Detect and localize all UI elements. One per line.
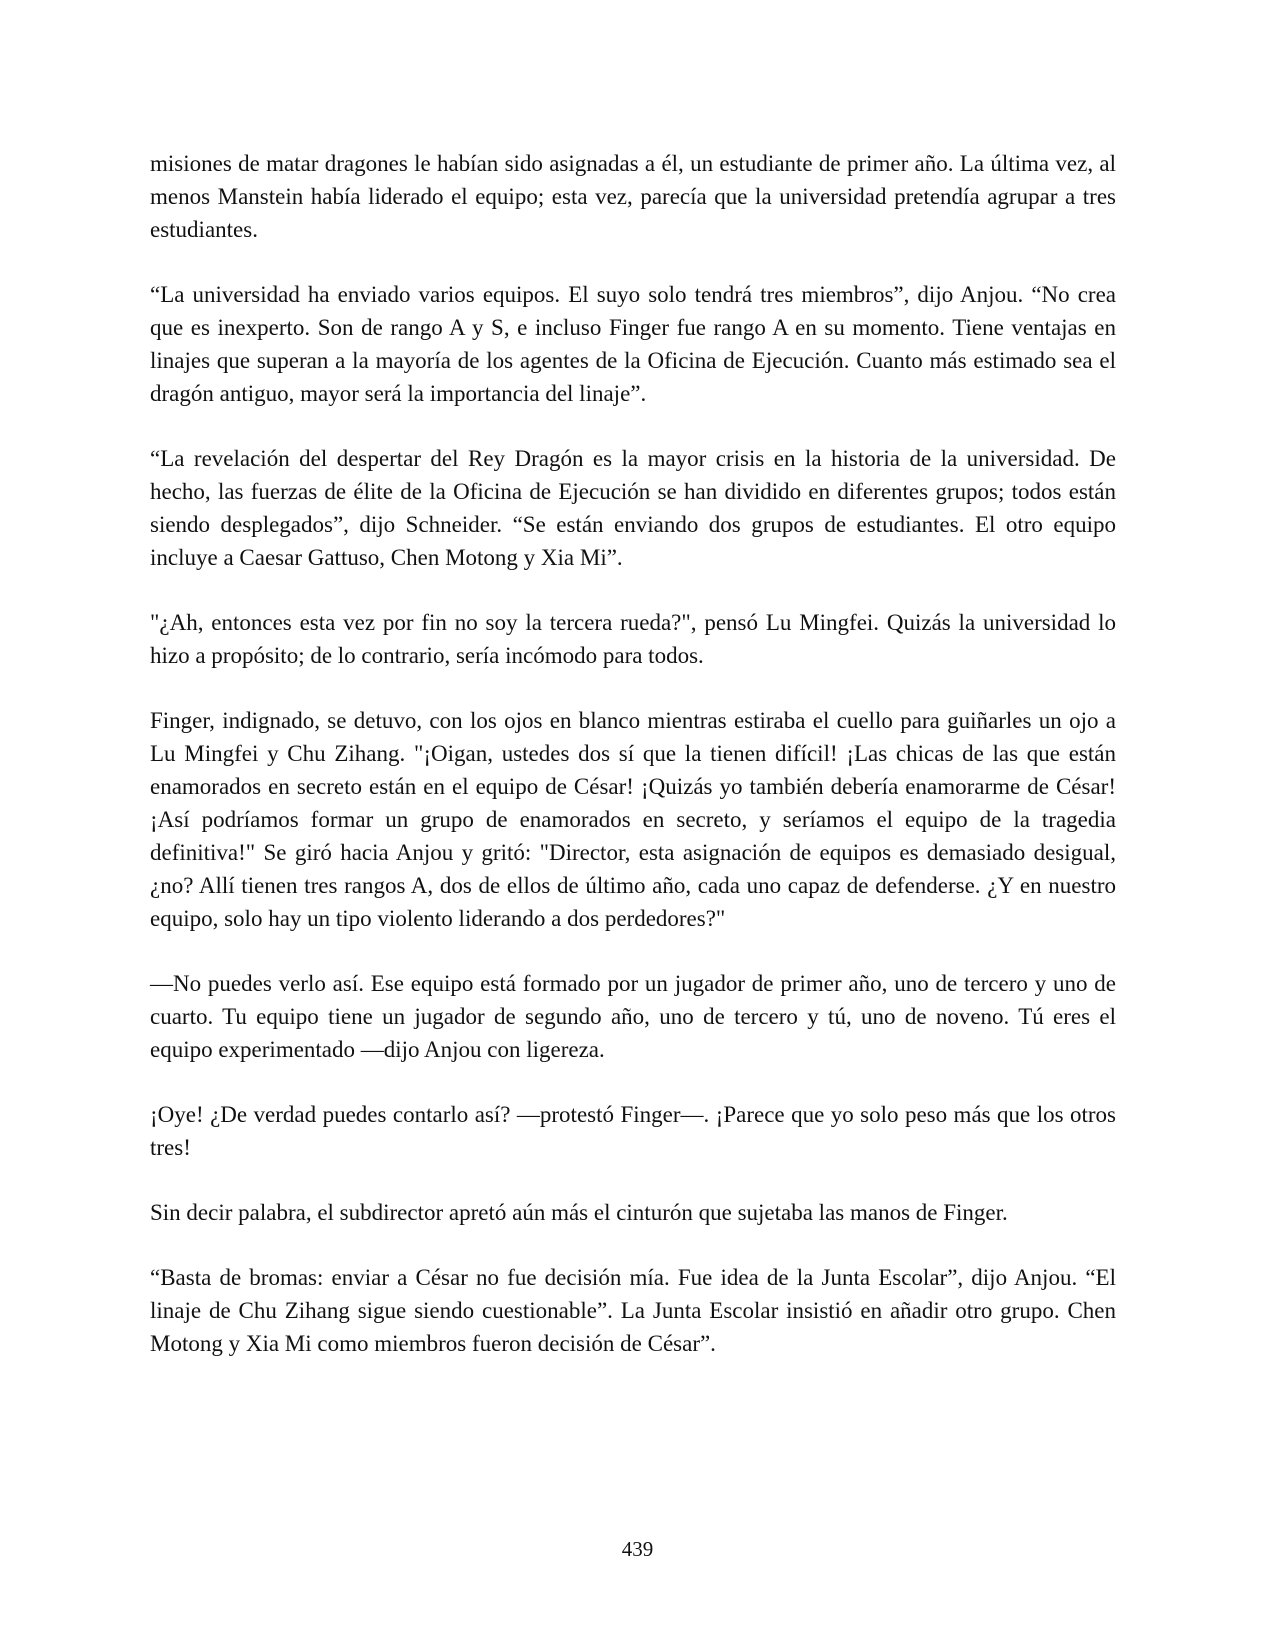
paragraph-1: misiones de matar dragones le habían sido asignadas a él, un estudiante de primer año. La última vez, al menos Manstein había liderado el equipo; esta vez, parecía que la universidad pretendía agrupar a tres estudiantes. bbox=[150, 151, 1116, 242]
paragraph-8: Sin decir palabra, el subdirector apretó aún más el cinturón que sujetaba las manos de Finger. bbox=[150, 1200, 1008, 1225]
paragraph-2: “La universidad ha enviado varios equipos. El suyo solo tendrá tres miembros”, dijo Anjou. “No crea que es inexperto. Son de rango A y S, e incluso Finger fue rango A en su momento. Tiene ventajas en linajes que superan a la mayoría de los agentes de la Oficina de Ejecución. Cuanto más estimado sea el dragón antiguo, mayor será la importancia del linaje”. bbox=[150, 282, 1116, 406]
paragraph-9: “Basta de bromas: enviar a César no fue decisión mía. Fue idea de la Junta Escolar”, dijo Anjou. “El linaje de Chu Zihang sigue siendo cuestionable”. La Junta Escolar insistió en añadir otro grupo. Chen Motong y Xia Mi como miembros fueron decisión de César”. bbox=[150, 1265, 1116, 1356]
paragraph-5: Finger, indignado, se detuvo, con los ojos en blanco mientras estiraba el cuello para guiñarles un ojo a Lu Mingfei y Chu Zihang. "¡Oigan, ustedes dos sí que la tienen difícil! ¡Las chicas de las que están enamorados en secreto están en el equipo de César! ¡Quizás yo también debería enamorarme de César! ¡Así podríamos formar un grupo de enamorados en secreto, y seríamos el equipo de la tragedia definitiva!" Se giró hacia Anjou y gritó: "Director, esta asignación de equipos es demasiado desigual, ¿no? Allí tienen tres rangos A, dos de ellos de último año, cada uno capaz de defenderse. ¿Y en nuestro equipo, solo hay un tipo violento liderando a dos perdedores?" bbox=[150, 708, 1116, 931]
paragraph-7: ¡Oye! ¿De verdad puedes contarlo así? —protestó Finger—. ¡Parece que yo solo peso más que los otros tres! bbox=[150, 1102, 1116, 1160]
paragraph-4: "¿Ah, entonces esta vez por fin no soy la tercera rueda?", pensó Lu Mingfei. Quizás la universidad lo hizo a propósito; de lo contrario, sería incómodo para todos. bbox=[150, 610, 1116, 668]
body-text bbox=[150, 147, 1116, 1392]
page-number: 439 bbox=[621, 1537, 654, 1561]
paragraph-3: “La revelación del despertar del Rey Dragón es la mayor crisis en la historia de la universidad. De hecho, las fuerzas de élite de la Oficina de Ejecución se han dividido en diferentes grupos; todos están siendo desplegados”, dijo Schneider. “Se están enviando dos grupos de estudiantes. El otro equipo incluye a Caesar Gattuso, Chen Motong y Xia Mi”. bbox=[150, 446, 1116, 570]
paragraph-6: —No puedes verlo así. Ese equipo está formado por un jugador de primer año, uno de tercero y uno de cuarto. Tu equipo tiene un jugador de segundo año, uno de tercero y tú, uno de noveno. Tú eres el equipo experimentado —dijo Anjou con ligereza. bbox=[150, 971, 1116, 1062]
